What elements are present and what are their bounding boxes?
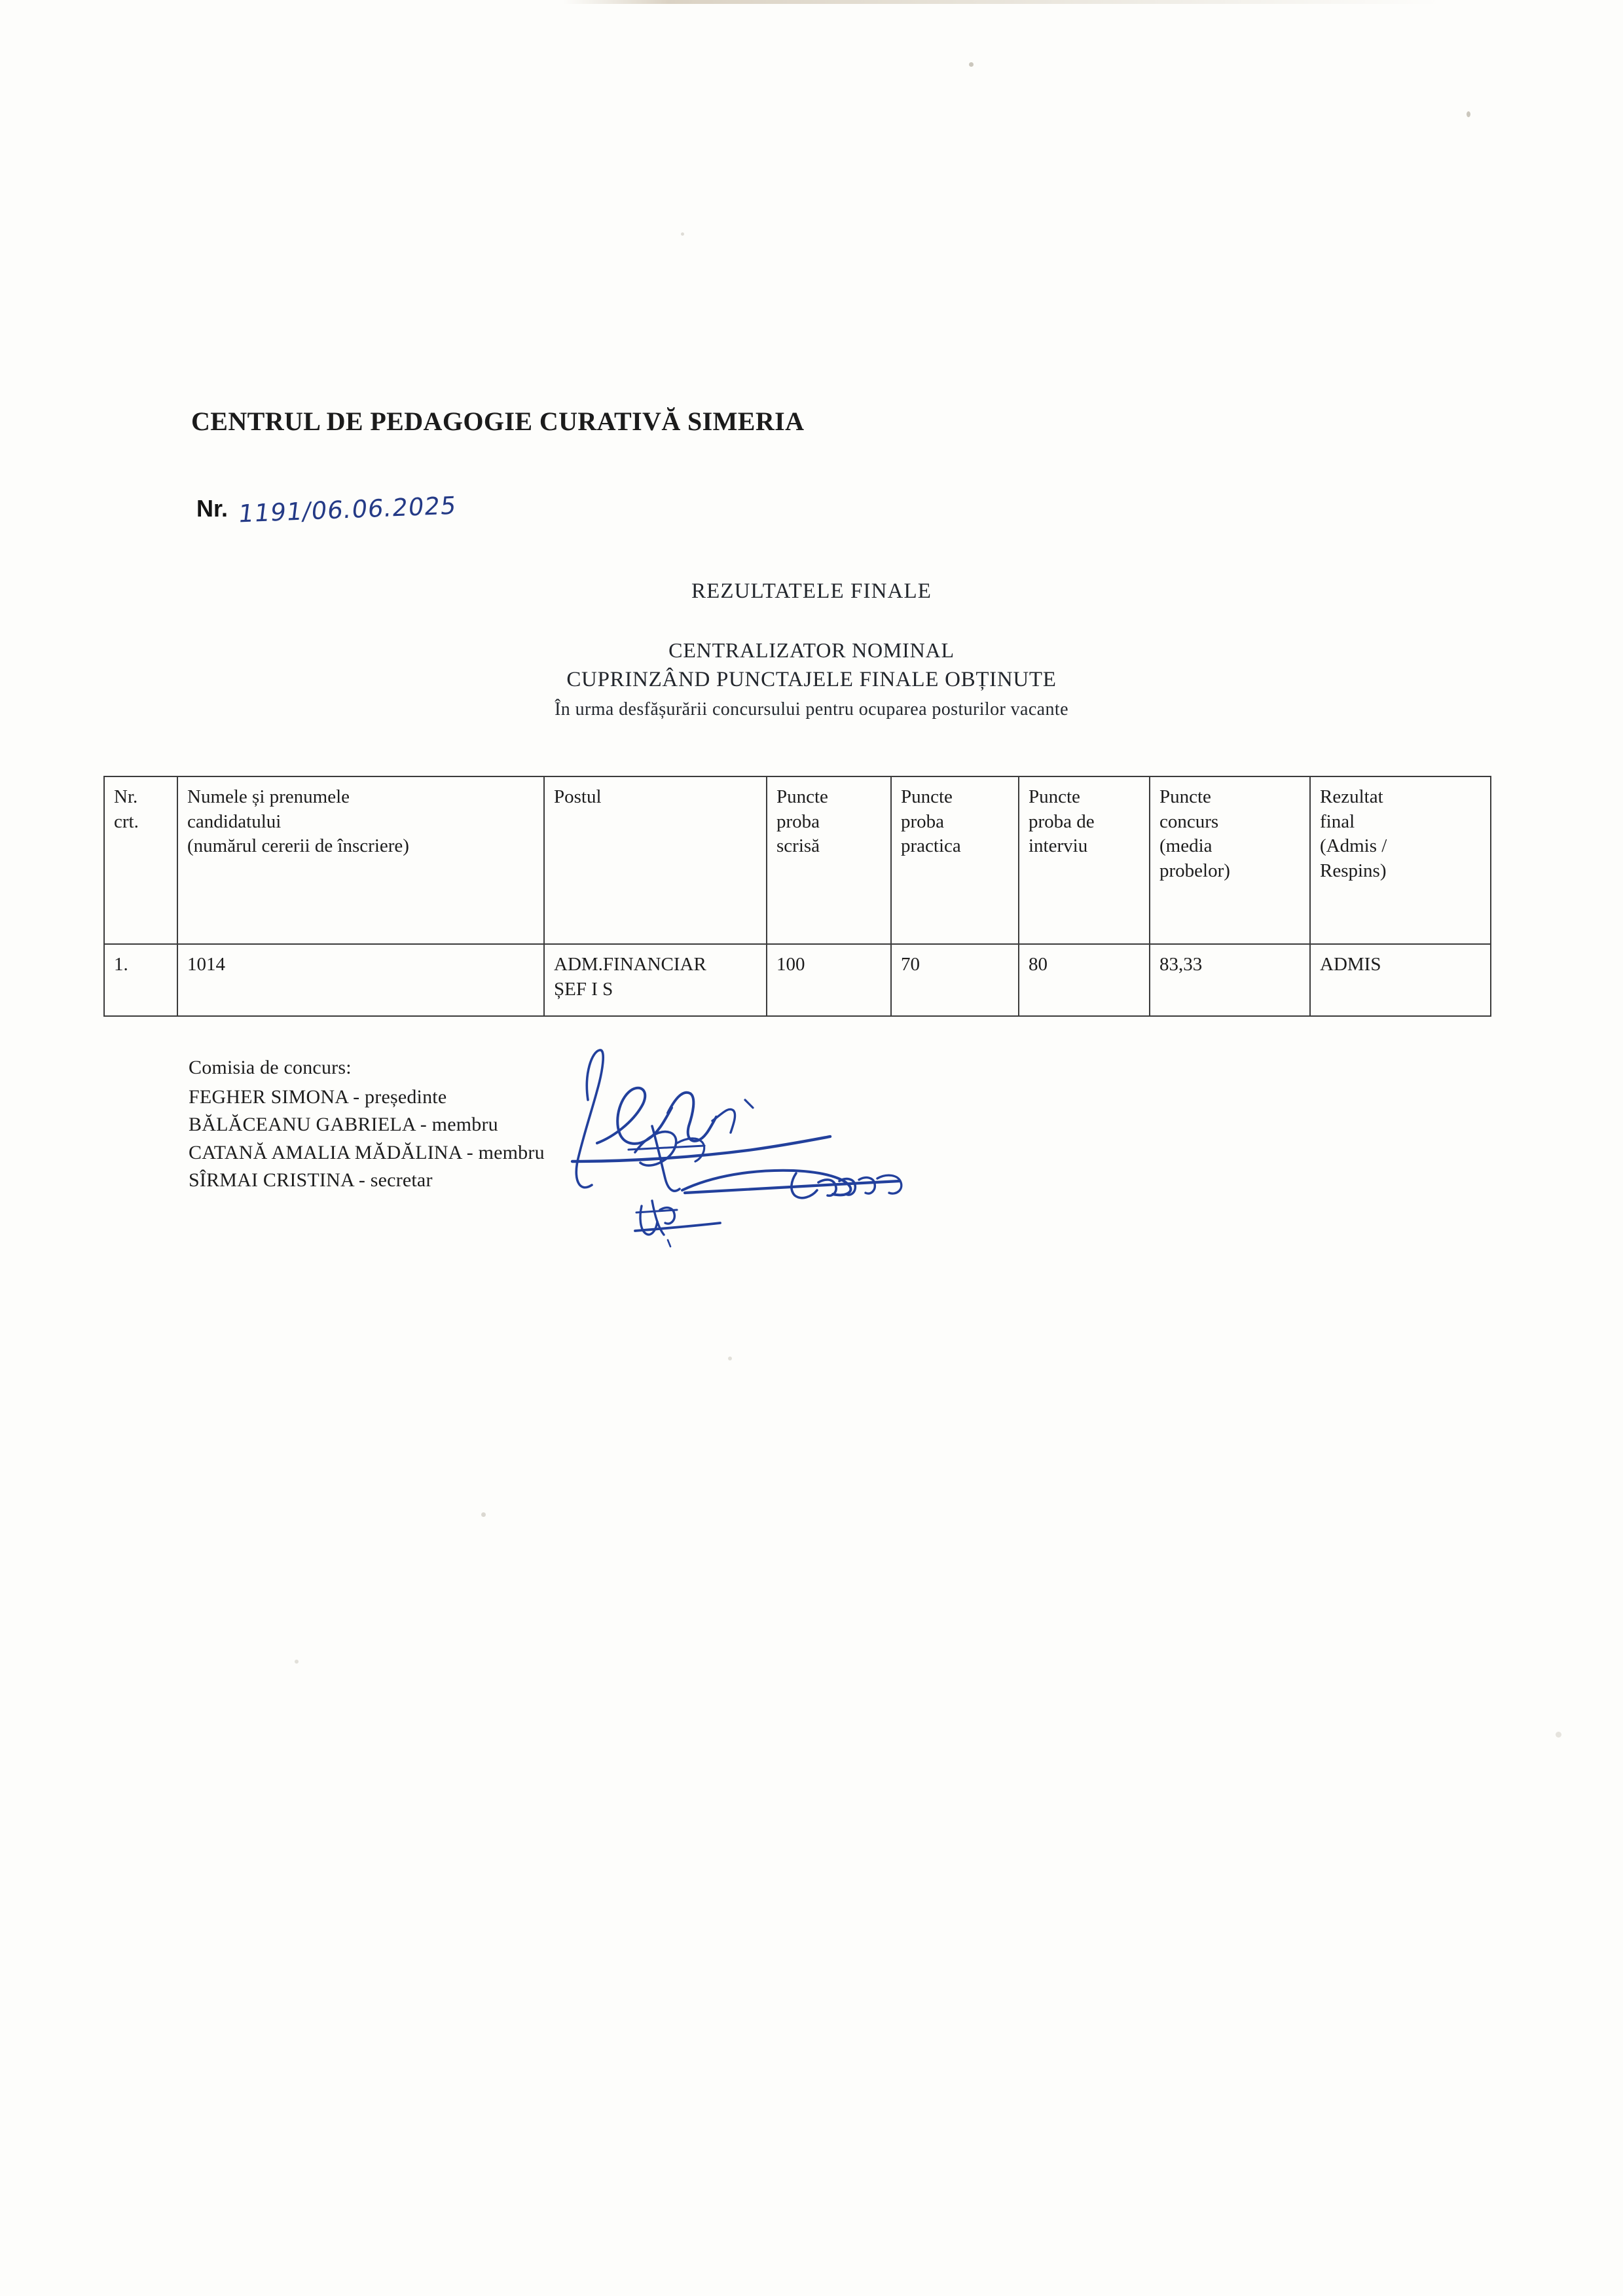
commission-block	[189, 1054, 545, 1195]
cell-nr: 1.	[104, 944, 177, 1016]
signature-president	[572, 1050, 830, 1188]
signature-secretary	[635, 1201, 720, 1247]
cell-candidate-name: 1014	[177, 944, 544, 1016]
title-results-final: REZULTATELE FINALE	[691, 579, 932, 603]
registration-number-label: Nr.	[196, 495, 228, 522]
registration-number-handwritten-value: 1191/06.06.2025	[236, 491, 458, 528]
commission-member: BĂLĂCEANU GABRIELA - membru	[189, 1114, 498, 1136]
header-cell-final-result: Rezultat final (Admis / Respins)	[1310, 776, 1491, 944]
organization-title: CENTRUL DE PEDAGOGIE CURATIVĂ SIMERIA	[191, 407, 805, 436]
registration-number	[196, 491, 458, 528]
table-header-row	[104, 776, 1491, 944]
cell-written-test: 100	[767, 944, 891, 1016]
cell-practical-test: 70	[891, 944, 1019, 1016]
commission-member: FEGHER SIMONA - președinte	[189, 1085, 447, 1108]
title-subtitle-contest: În urma desfășurării concursului pentru ocuparea posturilor vacante	[555, 699, 1068, 720]
header-cell-nr: Nr. crt.	[104, 776, 177, 944]
header-cell-written-test: Puncte proba scrisă	[767, 776, 891, 944]
header-cell-candidate-name: Numele și prenumele candidatului (numărul cererii de înscriere)	[177, 776, 544, 944]
header-cell-practical-test: Puncte proba practica	[891, 776, 1019, 944]
signature-member-2	[682, 1171, 902, 1198]
header-cell-interview: Puncte proba de interviu	[1019, 776, 1150, 944]
cell-contest-score: 83,33	[1150, 944, 1310, 1016]
header-cell-contest-score: Puncte concurs (media probelor)	[1150, 776, 1310, 944]
commission-member: SÎRMAI CRISTINA - secretar	[189, 1169, 433, 1192]
results-table	[103, 776, 1491, 1017]
table-row	[104, 944, 1491, 1016]
cell-interview: 80	[1019, 944, 1150, 1016]
cell-final-result: ADMIS	[1310, 944, 1491, 1016]
commission-member: CATANĂ AMALIA MĂDĂLINA - membru	[189, 1141, 545, 1163]
title-cuprinzand: CUPRINZÂND PUNCTAJELE FINALE OBȚINUTE	[566, 668, 1057, 691]
title-centralizator: CENTRALIZATOR NOMINAL	[668, 638, 955, 662]
signatures-overlay	[537, 1021, 1113, 1270]
commission-heading: Comisia de concurs:	[189, 1057, 352, 1078]
header-cell-post: Postul	[544, 776, 767, 944]
signature-member-1	[629, 1126, 704, 1191]
cell-post: ADM.FINANCIAR ȘEF I S	[544, 944, 767, 1016]
